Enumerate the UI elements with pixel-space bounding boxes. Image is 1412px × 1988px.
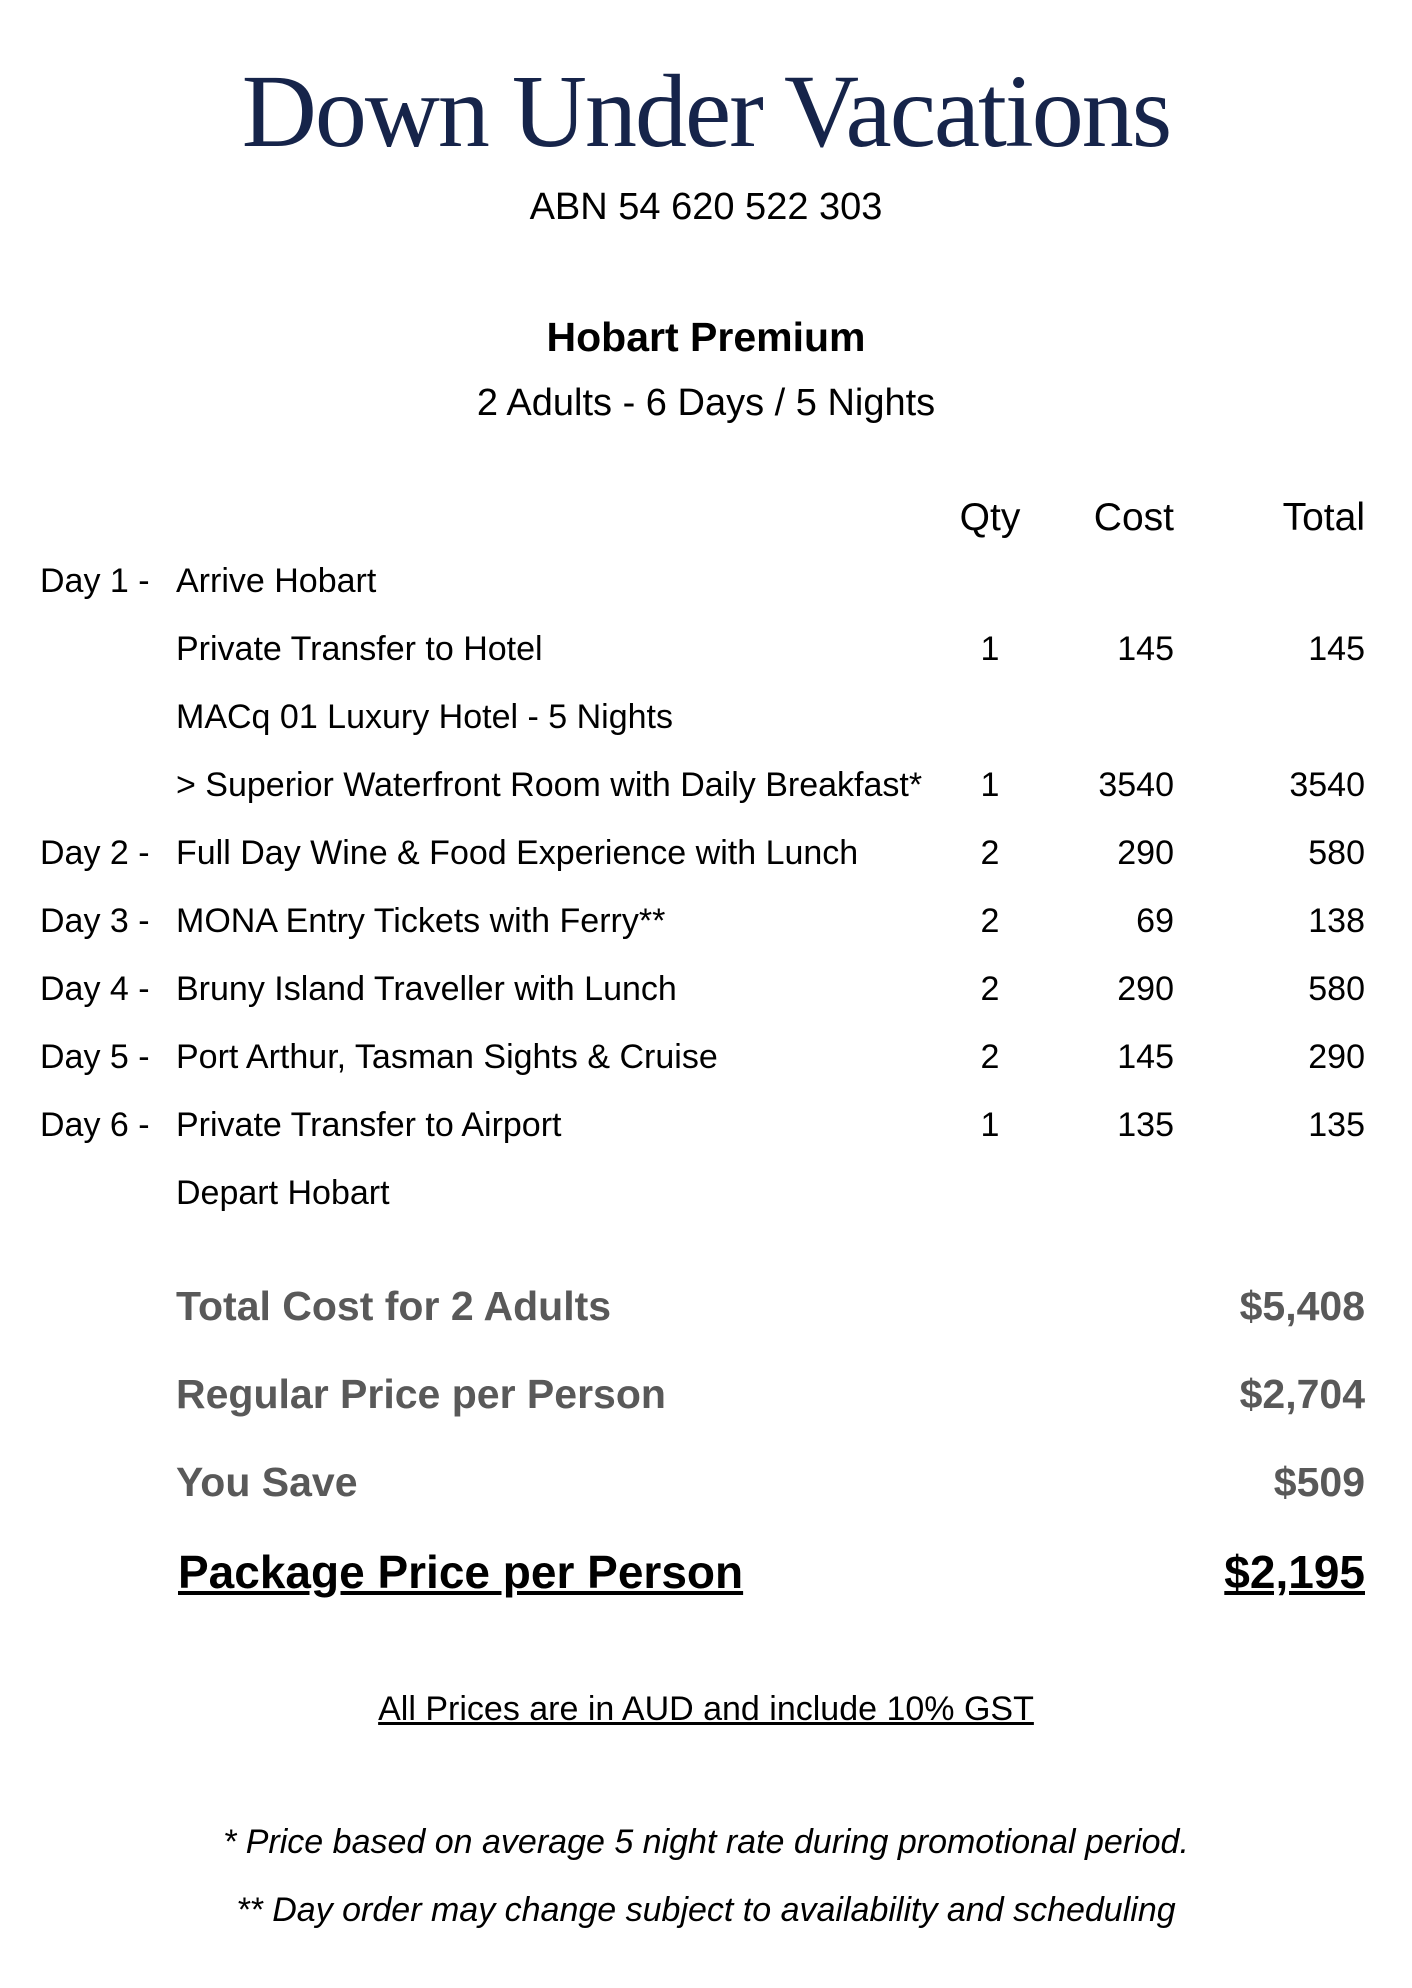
itinerary-row [0,834,1412,886]
package-subtitle: 2 Adults - 6 Days / 5 Nights [476,382,936,424]
regular-price-value: $2,704 [1239,1371,1365,1417]
row-description: Depart Hobart [176,1174,390,1212]
itinerary-row [0,902,1412,954]
row-qty: 2 [980,1038,1000,1076]
row-qty: 2 [980,902,1000,940]
total-cost-value: $5,408 [1239,1283,1365,1329]
row-qty: 1 [980,1106,1000,1144]
row-qty: 1 [980,766,1000,804]
itinerary-row [0,970,1412,1022]
column-header-qty: Qty [959,496,1021,539]
footnote-day-order: ** Day order may change subject to availability and scheduling [236,1891,1176,1929]
row-total: 580 [1308,834,1365,872]
row-cost: 290 [1117,834,1174,872]
itinerary-row [0,630,1412,682]
regular-price-label: Regular Price per Person [176,1371,666,1417]
row-total: 3540 [1289,766,1365,804]
itinerary-row [0,766,1412,818]
row-description: Arrive Hobart [176,562,377,600]
gst-note: All Prices are in AUD and include 10% GST [378,1690,1034,1728]
row-day: Day 4 - [40,970,150,1008]
itinerary-row [0,1038,1412,1090]
package-price-value: $2,195 [1224,1546,1365,1598]
column-header-total: Total [1282,496,1365,539]
package-title: Hobart Premium [546,314,866,360]
column-header-cost: Cost [1093,496,1174,539]
row-description: Full Day Wine & Food Experience with Lunch [176,834,859,872]
row-total: 138 [1308,902,1365,940]
row-total: 580 [1308,970,1365,1008]
brand-logo: Down Under Vacations [241,54,1171,169]
row-qty: 2 [980,834,1000,872]
row-description: Bruny Island Traveller with Lunch [176,970,677,1008]
row-day: Day 3 - [40,902,150,940]
row-description: > Superior Waterfront Room with Daily Breakfast* [176,766,923,804]
row-cost: 3540 [1098,766,1174,804]
you-save-value: $509 [1273,1459,1365,1505]
footnote-price: * Price based on average 5 night rate during promotional period. [223,1823,1189,1861]
row-cost: 290 [1117,970,1174,1008]
row-day: Day 1 - [40,562,150,600]
row-day: Day 5 - [40,1038,150,1076]
row-qty: 2 [980,970,1000,1008]
itinerary-row [0,698,1412,750]
itinerary-row [0,1106,1412,1158]
abn-number: ABN 54 620 522 303 [529,186,883,228]
itinerary-row [0,562,1412,614]
row-description: Private Transfer to Hotel [176,630,543,668]
row-cost: 135 [1117,1106,1174,1144]
you-save-label: You Save [176,1459,358,1505]
row-qty: 1 [980,630,1000,668]
row-day: Day 2 - [40,834,150,872]
row-description: Private Transfer to Airport [176,1106,562,1144]
row-total: 290 [1308,1038,1365,1076]
row-total: 135 [1308,1106,1365,1144]
row-cost: 145 [1117,630,1174,668]
row-description: MACq 01 Luxury Hotel - 5 Nights [176,698,673,736]
row-description: Port Arthur, Tasman Sights & Cruise [176,1038,718,1076]
itinerary-row [0,1174,1412,1226]
row-description: MONA Entry Tickets with Ferry** [176,902,666,940]
row-cost: 145 [1117,1038,1174,1076]
package-price-label: Package Price per Person [178,1546,744,1598]
row-day: Day 6 - [40,1106,150,1144]
row-cost: 69 [1136,902,1174,940]
row-total: 145 [1308,630,1365,668]
total-cost-label: Total Cost for 2 Adults [176,1283,612,1329]
